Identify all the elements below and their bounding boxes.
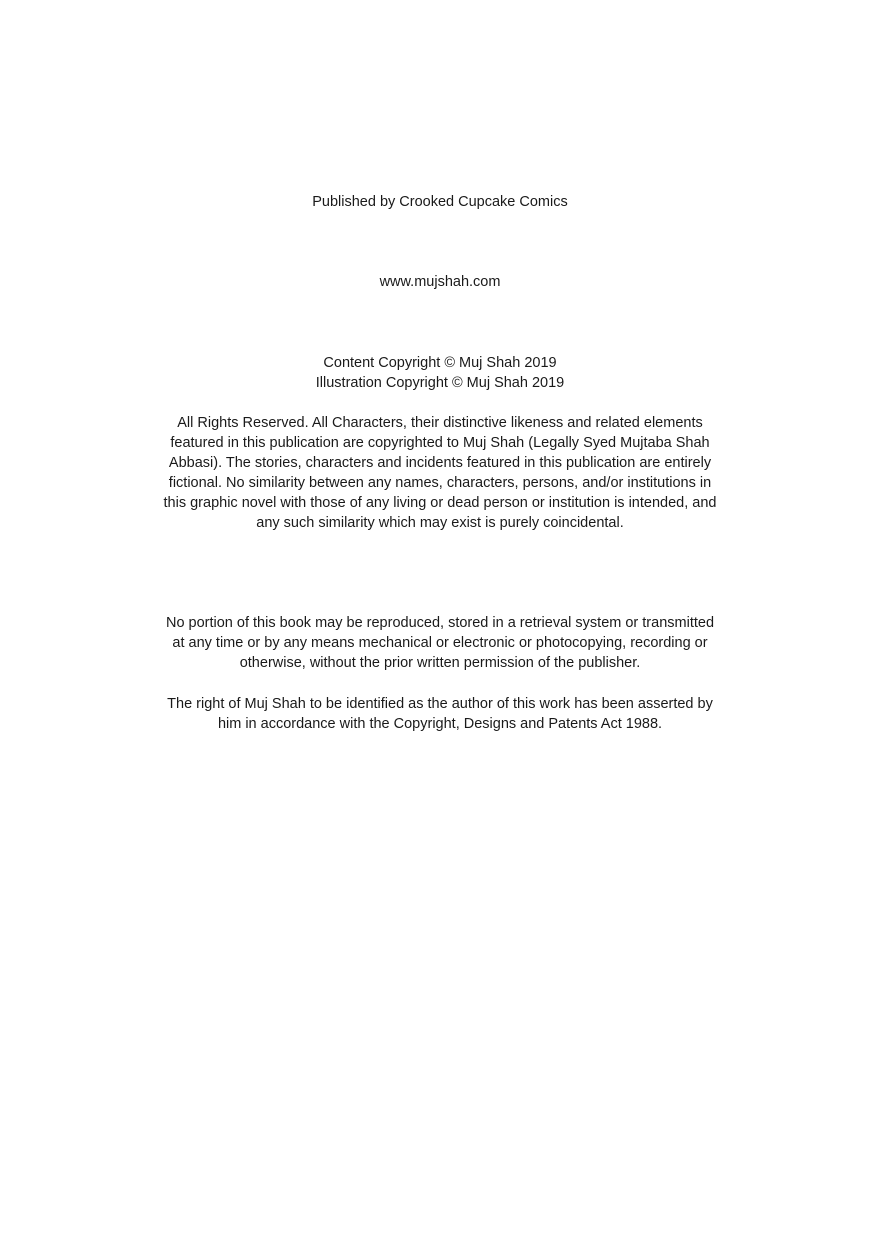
publisher-line: Published by Crooked Cupcake Comics	[312, 194, 568, 210]
rights-line: Abbasi). The stories, characters and incidents featured in this publication are entirely	[168, 455, 712, 471]
reproduction-line: No portion of this book may be reproduced, stored in a retrieval system or transmitted	[165, 615, 715, 631]
author-line: him in accordance with the Copyright, Designs and Patents Act 1988.	[217, 716, 663, 732]
illustration-copyright: Illustration Copyright © Muj Shah 2019	[315, 375, 565, 391]
content-copyright: Content Copyright © Muj Shah 2019	[323, 355, 557, 371]
reproduction-line: otherwise, without the prior written permission of the publisher.	[239, 655, 641, 671]
rights-line: this graphic novel with those of any living or dead person or institution is intended, and	[163, 495, 717, 511]
rights-line: All Rights Reserved. All Characters, their distinctive likeness and related elements	[177, 415, 703, 431]
rights-line: featured in this publication are copyrighted to Muj Shah (Legally Syed Mujtaba Shah	[170, 435, 710, 451]
reproduction-paragraph	[120, 613, 760, 673]
rights-paragraph	[120, 413, 760, 533]
website-link[interactable]: www.mujshah.com	[379, 274, 501, 290]
reproduction-line: at any time or by any means mechanical or electronic or photocopying, recording or	[172, 635, 708, 651]
author-line: The right of Muj Shah to be identified as the author of this work has been asserted by	[167, 696, 713, 712]
author-paragraph	[120, 694, 760, 734]
rights-line: fictional. No similarity between any names, characters, persons, and/or institutions in	[168, 475, 712, 491]
rights-line: any such similarity which may exist is purely coincidental.	[256, 515, 624, 531]
